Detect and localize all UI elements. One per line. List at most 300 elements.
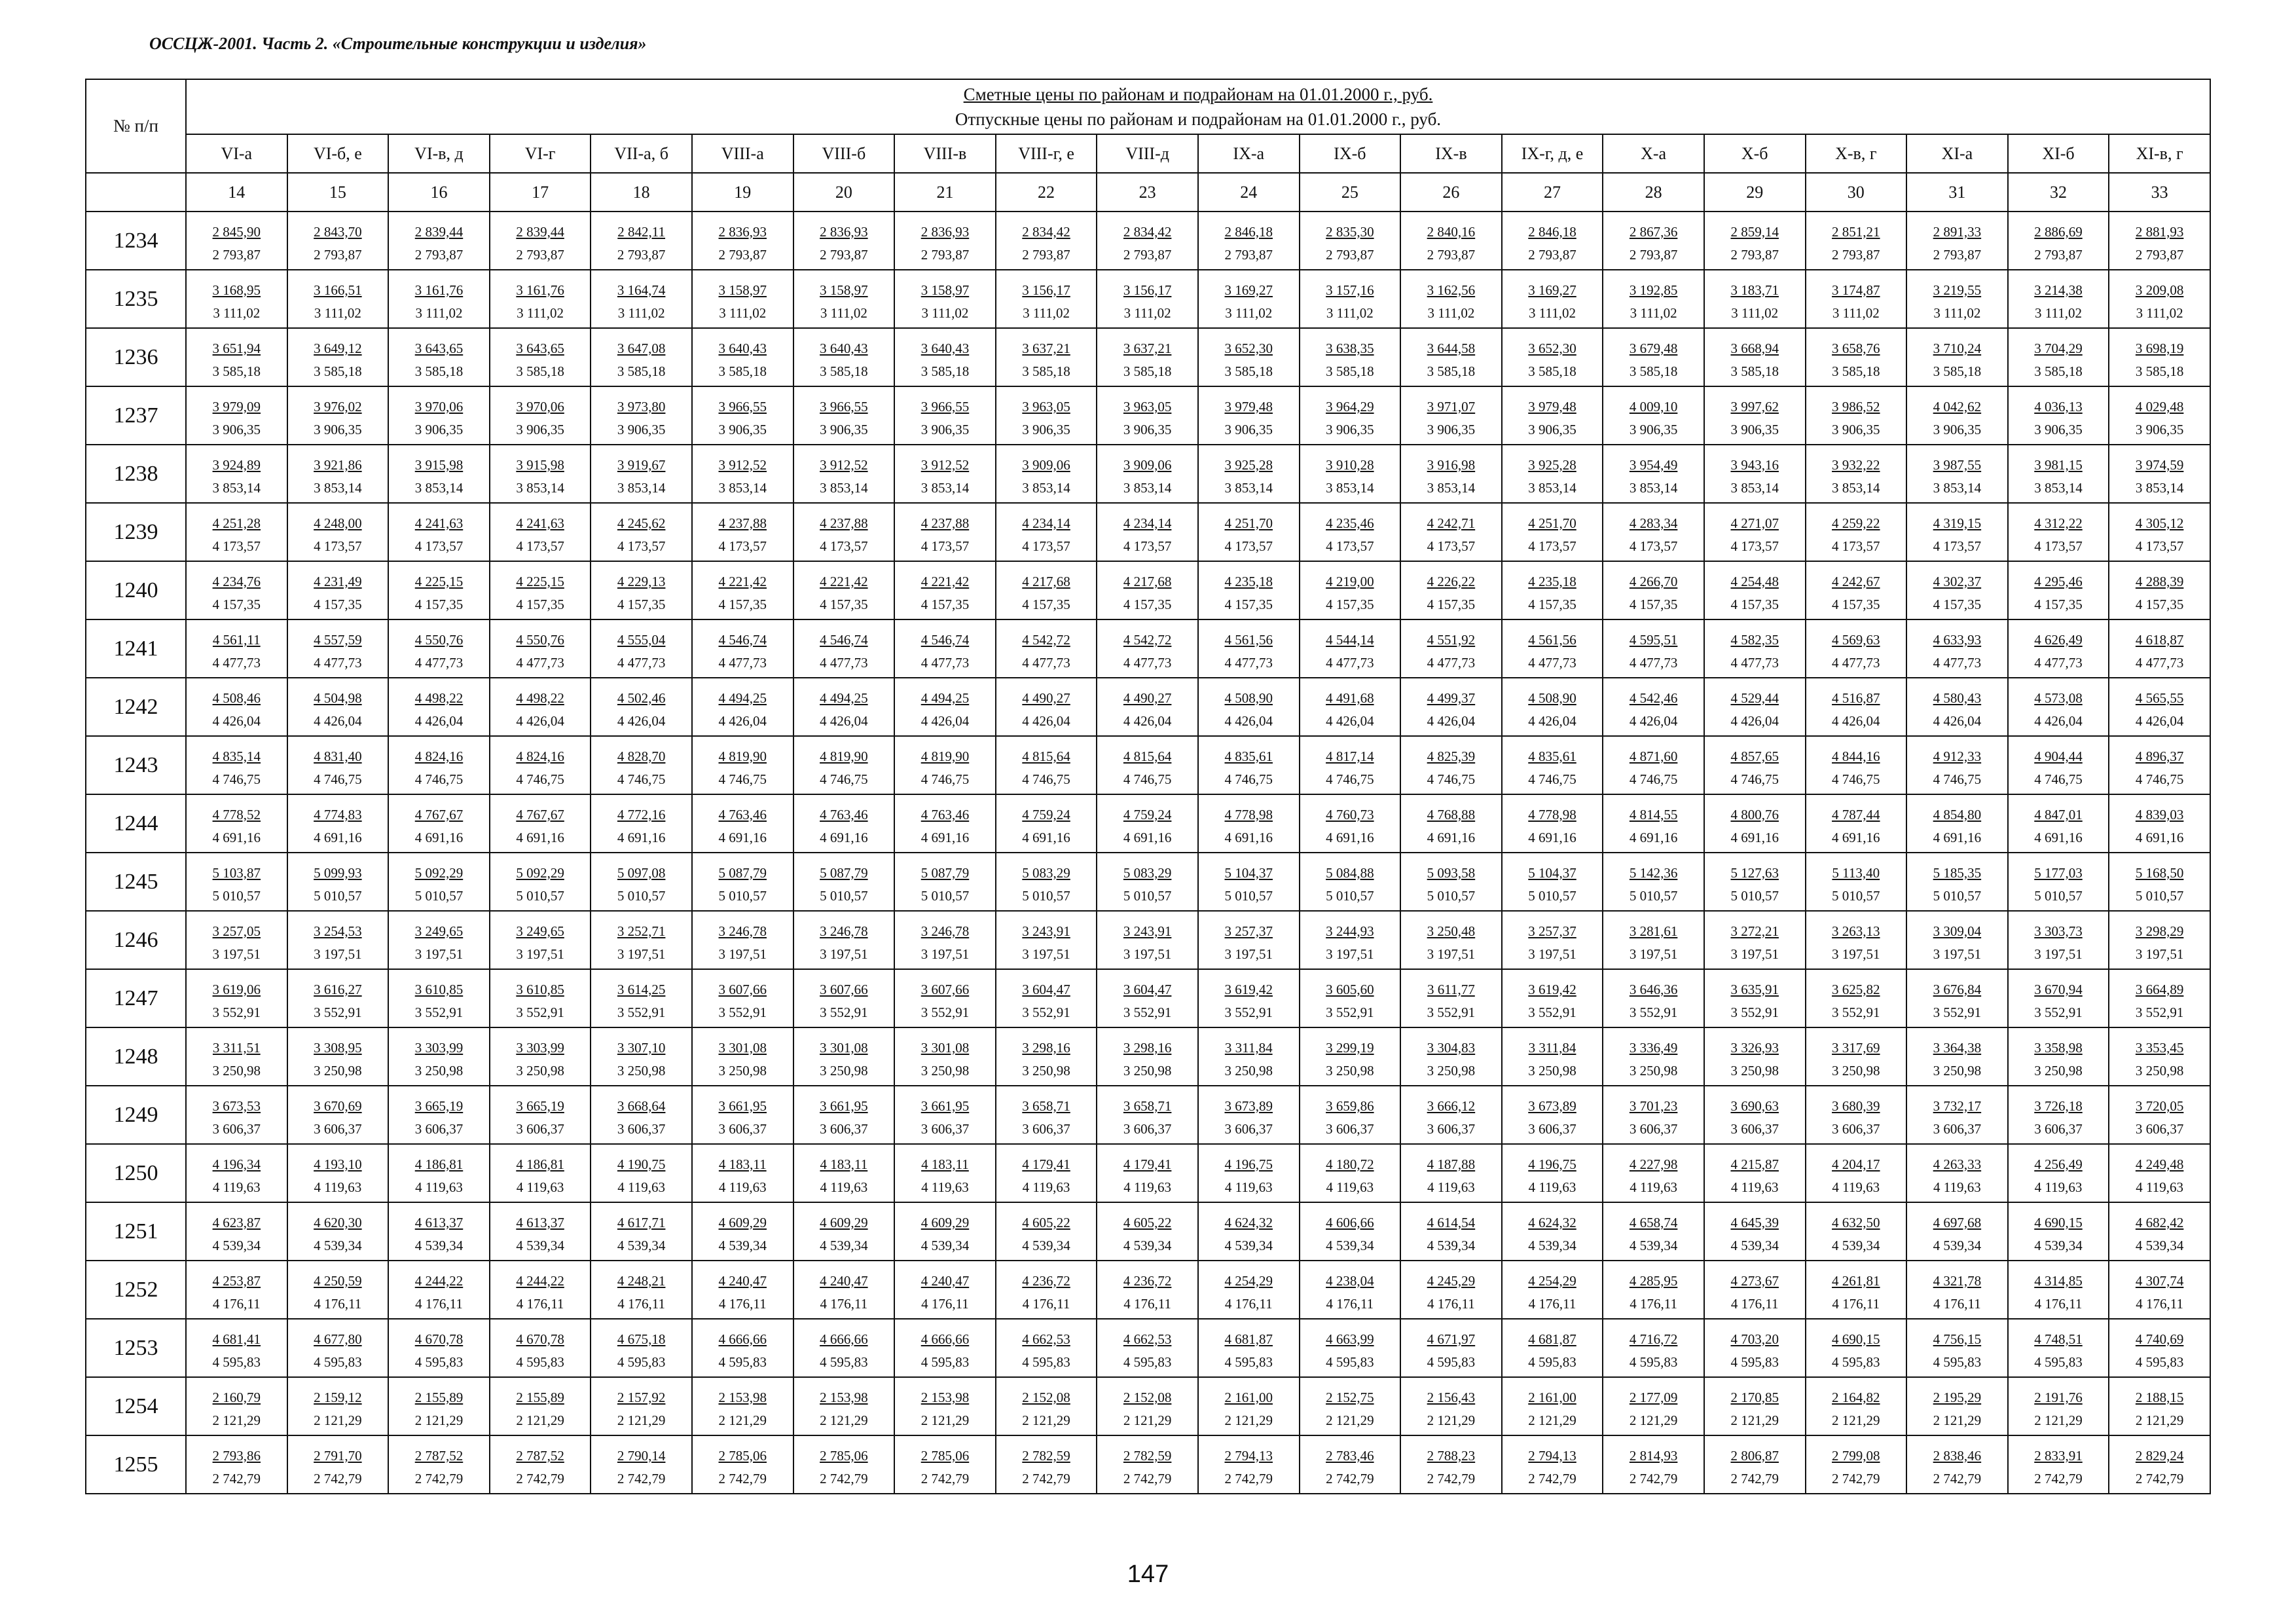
release-price: 3 906,35 bbox=[1933, 422, 1982, 437]
estimated-price: 4 546,74 bbox=[920, 631, 970, 648]
table-row bbox=[86, 678, 2210, 736]
release-price: 2 793,87 bbox=[2034, 247, 2083, 263]
price-cell bbox=[1906, 386, 2008, 445]
price-cell bbox=[793, 911, 895, 969]
estimated-price: 4 179,41 bbox=[1022, 1156, 1070, 1172]
price-cell bbox=[2109, 212, 2210, 270]
release-price: 3 906,35 bbox=[920, 422, 970, 437]
price-cell bbox=[287, 1377, 389, 1435]
estimated-price: 4 595,51 bbox=[1629, 631, 1678, 648]
release-price: 4 539,34 bbox=[1730, 1238, 1779, 1253]
release-price: 4 426,04 bbox=[1730, 713, 1779, 729]
price-cell bbox=[287, 1027, 389, 1086]
estimated-price: 4 305,12 bbox=[2135, 515, 2184, 531]
estimated-price: 3 183,71 bbox=[1730, 282, 1779, 298]
district-header: IX-в bbox=[1400, 134, 1502, 173]
price-cell bbox=[1097, 911, 1198, 969]
release-price: 3 585,18 bbox=[617, 363, 666, 379]
price-cell bbox=[2109, 1319, 2210, 1377]
release-price: 4 539,34 bbox=[2034, 1238, 2083, 1253]
price-cell bbox=[793, 853, 895, 911]
release-price: 4 746,75 bbox=[1629, 771, 1678, 787]
district-header: IX-а bbox=[1198, 134, 1300, 173]
estimated-price: 2 886,69 bbox=[2034, 223, 2083, 240]
release-price: 4 539,34 bbox=[1933, 1238, 1982, 1253]
estimated-price: 2 155,89 bbox=[516, 1389, 564, 1405]
table-row bbox=[86, 561, 2210, 619]
estimated-price: 2 170,85 bbox=[1730, 1389, 1779, 1405]
estimated-price: 4 544,14 bbox=[1326, 631, 1374, 648]
estimated-price: 4 819,90 bbox=[718, 748, 767, 764]
release-price: 3 250,98 bbox=[1022, 1063, 1070, 1079]
estimated-price: 4 238,04 bbox=[1326, 1272, 1374, 1289]
estimated-price: 4 307,74 bbox=[2135, 1272, 2184, 1289]
row-number: 1235 bbox=[86, 270, 186, 328]
price-cell bbox=[996, 1319, 1097, 1377]
release-price: 4 426,04 bbox=[920, 713, 970, 729]
estimated-price: 3 679,48 bbox=[1629, 340, 1678, 356]
estimated-price: 4 671,97 bbox=[1427, 1331, 1476, 1347]
price-cell bbox=[186, 619, 287, 678]
price-cell bbox=[1906, 794, 2008, 853]
price-cell bbox=[388, 1144, 490, 1202]
column-number: 31 bbox=[1906, 173, 2008, 212]
estimated-price: 4 740,69 bbox=[2135, 1331, 2184, 1347]
price-cell bbox=[388, 911, 490, 969]
price-cell bbox=[1198, 736, 1300, 794]
estimated-price: 4 244,22 bbox=[414, 1272, 464, 1289]
release-price: 3 111,02 bbox=[719, 305, 767, 321]
estimated-price: 2 157,92 bbox=[617, 1389, 666, 1405]
price-cell bbox=[2109, 328, 2210, 386]
price-cell bbox=[894, 969, 996, 1027]
release-price: 5 010,57 bbox=[314, 888, 362, 904]
estimated-price: 4 763,46 bbox=[920, 806, 970, 822]
estimated-price: 2 152,08 bbox=[1022, 1389, 1070, 1405]
price-cell bbox=[894, 794, 996, 853]
estimated-price: 4 670,78 bbox=[414, 1331, 464, 1347]
estimated-price: 4 817,14 bbox=[1326, 748, 1374, 764]
release-price: 3 552,91 bbox=[1629, 1005, 1678, 1020]
estimated-price: 4 662,53 bbox=[1022, 1331, 1070, 1347]
release-price: 4 173,57 bbox=[212, 538, 261, 554]
estimated-price: 4 703,20 bbox=[1730, 1331, 1779, 1347]
estimated-price: 2 806,87 bbox=[1730, 1447, 1779, 1464]
release-price: 2 742,79 bbox=[1427, 1471, 1476, 1486]
estimated-price: 3 161,76 bbox=[516, 282, 564, 298]
price-cell bbox=[2008, 386, 2109, 445]
price-cell bbox=[1603, 1027, 1704, 1086]
price-cell bbox=[2109, 503, 2210, 561]
release-price: 3 585,18 bbox=[314, 363, 362, 379]
price-cell bbox=[2109, 794, 2210, 853]
estimated-price: 2 152,75 bbox=[1326, 1389, 1374, 1405]
price-cell bbox=[1198, 1435, 1300, 1494]
release-price: 4 426,04 bbox=[1933, 713, 1982, 729]
release-price: 4 119,63 bbox=[617, 1179, 666, 1195]
release-price: 4 595,83 bbox=[2034, 1354, 2083, 1370]
price-cell bbox=[1300, 1435, 1401, 1494]
estimated-price: 4 187,88 bbox=[1427, 1156, 1476, 1172]
release-price: 2 793,87 bbox=[718, 247, 767, 263]
estimated-price: 2 799,08 bbox=[1832, 1447, 1880, 1464]
price-cell bbox=[894, 503, 996, 561]
price-cell bbox=[894, 619, 996, 678]
estimated-price: 4 824,16 bbox=[414, 748, 464, 764]
price-cell bbox=[1806, 619, 1907, 678]
estimated-price: 3 249,65 bbox=[516, 923, 564, 939]
release-price: 2 793,87 bbox=[1022, 247, 1070, 263]
estimated-price: 4 204,17 bbox=[1832, 1156, 1880, 1172]
estimated-price: 4 814,55 bbox=[1629, 806, 1678, 822]
estimated-price: 4 546,74 bbox=[718, 631, 767, 648]
release-price: 4 157,35 bbox=[617, 597, 666, 612]
row-number: 1255 bbox=[86, 1435, 186, 1494]
release-price: 4 539,34 bbox=[414, 1238, 464, 1253]
estimated-price: 4 285,95 bbox=[1629, 1272, 1678, 1289]
price-cell bbox=[490, 328, 591, 386]
estimated-price: 4 546,74 bbox=[820, 631, 868, 648]
release-price: 3 606,37 bbox=[1933, 1121, 1982, 1137]
release-price: 4 119,63 bbox=[1427, 1179, 1475, 1195]
estimated-price: 4 542,72 bbox=[1123, 631, 1172, 648]
district-header: XI-в, г bbox=[2109, 134, 2210, 173]
price-cell bbox=[1502, 1435, 1603, 1494]
release-price: 4 426,04 bbox=[2034, 713, 2083, 729]
price-cell bbox=[591, 1144, 692, 1202]
price-cell bbox=[1603, 503, 1704, 561]
price-cell bbox=[287, 1435, 389, 1494]
estimated-price: 2 785,06 bbox=[718, 1447, 767, 1464]
release-price: 4 746,75 bbox=[1730, 771, 1779, 787]
price-cell bbox=[287, 678, 389, 736]
price-cell bbox=[388, 212, 490, 270]
column-number: 30 bbox=[1806, 173, 1907, 212]
release-price: 5 010,57 bbox=[1224, 888, 1273, 904]
price-cell bbox=[490, 794, 591, 853]
price-cell bbox=[2008, 1319, 2109, 1377]
release-price: 3 111,02 bbox=[921, 305, 969, 321]
release-price: 4 746,75 bbox=[414, 771, 464, 787]
price-cell bbox=[1300, 678, 1401, 736]
running-header: ОССЦЖ-2001. Часть 2. «Строительные конструкции и изделия» bbox=[149, 34, 647, 53]
price-cell bbox=[894, 1027, 996, 1086]
estimated-price: 4 748,51 bbox=[2034, 1331, 2083, 1347]
release-price: 4 157,35 bbox=[920, 597, 970, 612]
estimated-price: 2 846,18 bbox=[1528, 223, 1576, 240]
release-price: 2 742,79 bbox=[516, 1471, 564, 1486]
estimated-price: 4 273,67 bbox=[1730, 1272, 1779, 1289]
price-cell bbox=[1400, 445, 1502, 503]
price-cell bbox=[2008, 794, 2109, 853]
price-cell bbox=[692, 212, 793, 270]
price-cell bbox=[1806, 1261, 1907, 1319]
estimated-price: 4 825,39 bbox=[1427, 748, 1476, 764]
estimated-price: 4 681,41 bbox=[212, 1331, 261, 1347]
release-price: 3 585,18 bbox=[820, 363, 868, 379]
price-cell bbox=[1097, 736, 1198, 794]
price-cell bbox=[996, 445, 1097, 503]
price-cell bbox=[1906, 911, 2008, 969]
release-price: 4 477,73 bbox=[516, 655, 564, 671]
release-price: 4 426,04 bbox=[617, 713, 666, 729]
price-cell bbox=[1300, 503, 1401, 561]
price-cell bbox=[1300, 794, 1401, 853]
release-price: 4 173,57 bbox=[1832, 538, 1880, 554]
price-cell bbox=[1704, 1202, 1806, 1261]
estimated-price: 4 312,22 bbox=[2034, 515, 2083, 531]
estimated-price: 3 661,95 bbox=[820, 1098, 868, 1114]
price-cell bbox=[692, 328, 793, 386]
price-cell bbox=[490, 561, 591, 619]
price-cell bbox=[894, 1144, 996, 1202]
release-price: 3 197,51 bbox=[1022, 946, 1070, 962]
release-price: 4 176,11 bbox=[314, 1296, 362, 1312]
price-cell bbox=[1906, 445, 2008, 503]
price-cell bbox=[1906, 853, 2008, 911]
price-cell bbox=[490, 911, 591, 969]
release-price: 3 853,14 bbox=[414, 480, 464, 496]
estimated-price: 3 254,53 bbox=[314, 923, 362, 939]
price-cell bbox=[692, 386, 793, 445]
price-cell bbox=[793, 1377, 895, 1435]
estimated-price: 4 666,66 bbox=[920, 1331, 970, 1347]
price-cell bbox=[692, 445, 793, 503]
release-price: 4 426,04 bbox=[1224, 713, 1273, 729]
estimated-price: 3 732,17 bbox=[1933, 1098, 1982, 1114]
estimated-price: 4 768,88 bbox=[1427, 806, 1476, 822]
price-cell bbox=[2008, 619, 2109, 678]
release-price: 3 250,98 bbox=[212, 1063, 261, 1079]
price-cell bbox=[1300, 270, 1401, 328]
price-cell bbox=[490, 969, 591, 1027]
price-cell bbox=[1097, 328, 1198, 386]
price-cell bbox=[2008, 561, 2109, 619]
price-cell bbox=[793, 328, 895, 386]
price-cell bbox=[1198, 561, 1300, 619]
column-number: 25 bbox=[1300, 173, 1401, 212]
estimated-price: 4 561,11 bbox=[212, 631, 261, 648]
release-price: 3 197,51 bbox=[516, 946, 564, 962]
release-price: 2 121,29 bbox=[314, 1412, 362, 1428]
estimated-price: 4 778,98 bbox=[1224, 806, 1273, 822]
release-price: 3 197,51 bbox=[1832, 946, 1880, 962]
estimated-price: 4 196,75 bbox=[1224, 1156, 1273, 1172]
release-price: 4 426,04 bbox=[212, 713, 261, 729]
release-price: 3 197,51 bbox=[2135, 946, 2184, 962]
price-cell bbox=[1906, 1261, 2008, 1319]
price-cell bbox=[1906, 1377, 2008, 1435]
estimated-price: 5 142,36 bbox=[1629, 864, 1678, 881]
release-price: 2 793,87 bbox=[516, 247, 564, 263]
release-price: 3 906,35 bbox=[820, 422, 868, 437]
estimated-price: 4 767,67 bbox=[516, 806, 564, 822]
release-price: 3 250,98 bbox=[920, 1063, 970, 1079]
estimated-price: 4 662,53 bbox=[1123, 1331, 1172, 1347]
estimated-price: 5 083,29 bbox=[1123, 864, 1172, 881]
release-price: 2 121,29 bbox=[820, 1412, 868, 1428]
estimated-price: 3 649,12 bbox=[314, 340, 362, 356]
release-price: 3 853,14 bbox=[1224, 480, 1273, 496]
estimated-price: 4 763,46 bbox=[718, 806, 767, 822]
release-price: 4 691,16 bbox=[1224, 830, 1273, 845]
estimated-price: 4 912,33 bbox=[1933, 748, 1982, 764]
estimated-price: 2 785,06 bbox=[820, 1447, 868, 1464]
estimated-price: 3 652,30 bbox=[1528, 340, 1576, 356]
release-price: 3 853,14 bbox=[2135, 480, 2184, 496]
price-cell bbox=[2109, 1202, 2210, 1261]
estimated-price: 4 196,75 bbox=[1528, 1156, 1576, 1172]
release-price: 3 111,02 bbox=[415, 305, 463, 321]
estimated-price: 4 241,63 bbox=[414, 515, 464, 531]
release-price: 4 595,83 bbox=[1528, 1354, 1576, 1370]
estimated-price: 4 248,00 bbox=[314, 515, 362, 531]
price-cell bbox=[1198, 619, 1300, 678]
estimated-price: 4 245,29 bbox=[1427, 1272, 1476, 1289]
estimated-price: 3 257,37 bbox=[1224, 923, 1273, 939]
release-price: 3 606,37 bbox=[2034, 1121, 2083, 1137]
estimated-price: 2 191,76 bbox=[2034, 1389, 2083, 1405]
release-price: 4 477,73 bbox=[1832, 655, 1880, 671]
column-number: 14 bbox=[186, 173, 287, 212]
price-cell bbox=[1300, 911, 1401, 969]
estimated-price: 4 542,72 bbox=[1022, 631, 1070, 648]
estimated-price: 4 234,76 bbox=[212, 573, 261, 589]
release-price: 4 119,63 bbox=[212, 1179, 261, 1195]
release-price: 2 793,87 bbox=[314, 247, 362, 263]
row-number: 1236 bbox=[86, 328, 186, 386]
estimated-price: 3 658,76 bbox=[1832, 340, 1880, 356]
price-cell bbox=[287, 212, 389, 270]
price-cell bbox=[591, 736, 692, 794]
release-price: 3 552,91 bbox=[212, 1005, 261, 1020]
estimated-price: 3 605,60 bbox=[1326, 981, 1374, 997]
estimated-price: 2 787,52 bbox=[516, 1447, 564, 1464]
price-cell bbox=[388, 794, 490, 853]
release-price: 4 157,35 bbox=[314, 597, 362, 612]
price-cell bbox=[490, 1261, 591, 1319]
release-price: 3 111,02 bbox=[617, 305, 665, 321]
price-cell bbox=[996, 328, 1097, 386]
price-cell bbox=[490, 1319, 591, 1377]
estimated-price: 4 319,15 bbox=[1933, 515, 1982, 531]
release-price: 4 691,16 bbox=[1629, 830, 1678, 845]
price-cell bbox=[793, 503, 895, 561]
estimated-price: 3 973,80 bbox=[617, 398, 666, 415]
release-price: 4 539,34 bbox=[617, 1238, 666, 1253]
estimated-price: 4 009,10 bbox=[1629, 398, 1678, 415]
price-cell bbox=[2008, 1202, 2109, 1261]
estimated-price: 3 963,05 bbox=[1123, 398, 1172, 415]
price-cell bbox=[1806, 1027, 1907, 1086]
price-cell bbox=[1704, 736, 1806, 794]
price-cell bbox=[1400, 619, 1502, 678]
estimated-price: 3 680,39 bbox=[1832, 1098, 1880, 1114]
release-price: 4 119,63 bbox=[516, 1179, 564, 1195]
estimated-price: 3 604,47 bbox=[1022, 981, 1070, 997]
release-price: 3 552,91 bbox=[414, 1005, 464, 1020]
estimated-price: 4 847,01 bbox=[2034, 806, 2083, 822]
release-price: 4 477,73 bbox=[1528, 655, 1576, 671]
estimated-price: 3 162,56 bbox=[1427, 282, 1476, 298]
release-price: 2 793,87 bbox=[212, 247, 261, 263]
price-cell bbox=[1097, 619, 1198, 678]
price-cell bbox=[1400, 1377, 1502, 1435]
price-cell bbox=[287, 1319, 389, 1377]
estimated-price: 4 620,30 bbox=[314, 1214, 362, 1230]
estimated-price: 3 304,83 bbox=[1427, 1039, 1476, 1056]
price-cell bbox=[1806, 1086, 1907, 1144]
price-cell bbox=[1198, 270, 1300, 328]
estimated-price: 5 097,08 bbox=[617, 864, 666, 881]
estimated-price: 4 658,74 bbox=[1629, 1214, 1678, 1230]
estimated-price: 3 637,21 bbox=[1022, 340, 1070, 356]
estimated-price: 5 127,63 bbox=[1730, 864, 1779, 881]
district-header: X-б bbox=[1704, 134, 1806, 173]
estimated-price: 3 997,62 bbox=[1730, 398, 1779, 415]
release-price: 4 477,73 bbox=[1123, 655, 1172, 671]
estimated-price: 4 235,18 bbox=[1224, 573, 1273, 589]
row-number: 1254 bbox=[86, 1377, 186, 1435]
release-price: 3 853,14 bbox=[718, 480, 767, 496]
estimated-price: 2 153,98 bbox=[920, 1389, 970, 1405]
price-cell bbox=[591, 911, 692, 969]
price-cell bbox=[996, 911, 1097, 969]
estimated-price: 4 237,88 bbox=[920, 515, 970, 531]
release-price: 2 121,29 bbox=[1629, 1412, 1678, 1428]
estimated-price: 4 774,83 bbox=[314, 806, 362, 822]
estimated-price: 3 303,99 bbox=[516, 1039, 564, 1056]
release-price: 3 197,51 bbox=[1528, 946, 1576, 962]
release-price: 3 197,51 bbox=[820, 946, 868, 962]
price-cell bbox=[591, 386, 692, 445]
release-price: 4 691,16 bbox=[1022, 830, 1070, 845]
price-cell bbox=[287, 386, 389, 445]
estimated-price: 3 158,97 bbox=[820, 282, 868, 298]
release-price: 3 906,35 bbox=[1224, 422, 1273, 437]
price-cell bbox=[2008, 678, 2109, 736]
release-price: 5 010,57 bbox=[820, 888, 868, 904]
price-cell bbox=[2008, 503, 2109, 561]
price-cell bbox=[388, 1377, 490, 1435]
release-price: 4 119,63 bbox=[2136, 1179, 2183, 1195]
estimated-price: 3 616,27 bbox=[314, 981, 362, 997]
release-price: 3 250,98 bbox=[516, 1063, 564, 1079]
release-price: 4 691,16 bbox=[820, 830, 868, 845]
release-price: 5 010,57 bbox=[1629, 888, 1678, 904]
price-cell bbox=[1097, 1202, 1198, 1261]
price-cell bbox=[388, 270, 490, 328]
release-price: 4 157,35 bbox=[516, 597, 564, 612]
release-price: 4 173,57 bbox=[1326, 538, 1374, 554]
price-cell bbox=[2109, 1261, 2210, 1319]
estimated-price: 4 259,22 bbox=[1832, 515, 1880, 531]
price-cell bbox=[388, 853, 490, 911]
price-cell bbox=[2008, 445, 2109, 503]
estimated-price: 4 767,67 bbox=[414, 806, 464, 822]
estimated-price: 3 673,89 bbox=[1224, 1098, 1273, 1114]
price-cell bbox=[287, 911, 389, 969]
estimated-price: 4 283,34 bbox=[1629, 515, 1678, 531]
row-number: 1240 bbox=[86, 561, 186, 619]
estimated-price: 3 214,38 bbox=[2034, 282, 2083, 298]
release-price: 3 906,35 bbox=[516, 422, 564, 437]
price-cell bbox=[186, 1027, 287, 1086]
release-price: 2 793,87 bbox=[1832, 247, 1880, 263]
price-cell bbox=[996, 1377, 1097, 1435]
release-price: 4 539,34 bbox=[1022, 1238, 1070, 1253]
table-row bbox=[86, 270, 2210, 328]
